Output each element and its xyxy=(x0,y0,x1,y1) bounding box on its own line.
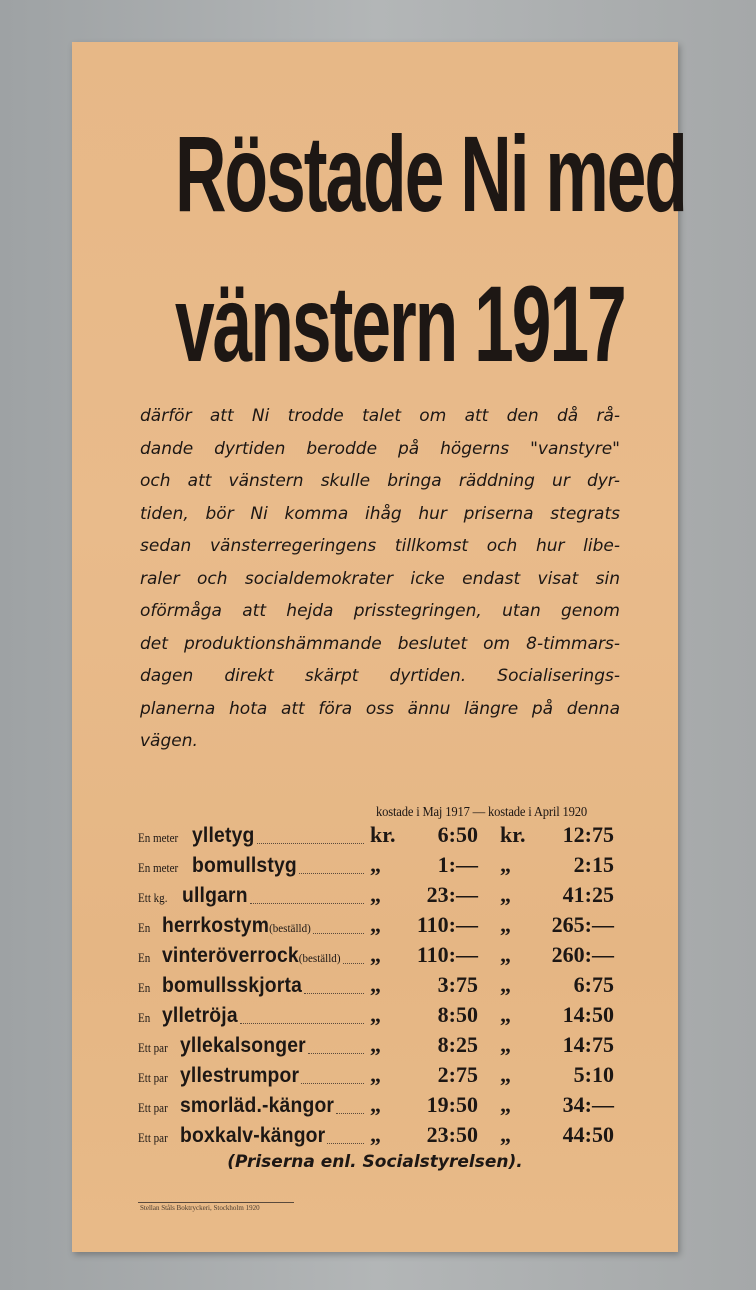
currency-1920: „ xyxy=(500,882,511,907)
row-item-text: yllekalsonger xyxy=(180,1034,306,1057)
price-1920: 14:75 xyxy=(562,1032,614,1057)
price-1920: 260:— xyxy=(551,942,614,967)
body-line: sedan vänsterregeringens tillkomst och hur libe- xyxy=(140,536,620,556)
currency-1917: „ xyxy=(370,1032,381,1057)
price-1917: 23:50 xyxy=(426,1122,478,1147)
row-item-text: ullgarn xyxy=(182,884,248,907)
row-item-name xyxy=(162,944,341,968)
row-quantity: En meter xyxy=(138,860,179,875)
election-poster xyxy=(72,42,686,1252)
price-1920: 34:— xyxy=(562,1092,614,1117)
row-leader-dots xyxy=(250,903,364,904)
price-row xyxy=(138,822,628,852)
body-line: vägen. xyxy=(140,731,198,751)
row-quantity: Ett par xyxy=(138,1040,168,1055)
price-row xyxy=(138,1002,628,1032)
body-line: planerna hota att föra oss ännu längre på denna xyxy=(140,698,620,719)
currency-1920: „ xyxy=(500,1032,511,1057)
row-item-name xyxy=(180,1034,306,1058)
currency-1917: kr. xyxy=(370,822,396,847)
row-item-name xyxy=(180,1064,299,1088)
row-item-name xyxy=(192,854,297,878)
currency-1917: „ xyxy=(370,852,381,877)
price-1920: 2:15 xyxy=(573,852,614,877)
row-item-text: herrkostym xyxy=(162,914,270,937)
row-item-note: (beställd) xyxy=(269,921,311,935)
body-line: oförmåga att hejda prisstegringen, utan genom xyxy=(140,601,620,621)
row-leader-dots xyxy=(257,843,364,844)
price-1917: 110:— xyxy=(416,942,478,967)
price-1920: 44:50 xyxy=(562,1122,614,1147)
currency-1917: „ xyxy=(370,972,381,997)
currency-1920: kr. xyxy=(500,822,526,847)
row-item-name xyxy=(180,1094,334,1118)
row-item-note: (beställd) xyxy=(298,951,341,965)
row-item-name xyxy=(180,1124,325,1148)
currency-1917: „ xyxy=(370,1002,381,1027)
currency-1920: „ xyxy=(500,1092,511,1117)
currency-1917: „ xyxy=(370,942,381,967)
body-line: dagen direkt skärpt dyrtiden. Socialiserings- xyxy=(140,666,620,686)
row-item-text: boxkalv-kängor xyxy=(180,1124,326,1147)
price-row xyxy=(138,852,628,882)
row-item-text: smorläd.-kängor xyxy=(180,1094,335,1117)
price-1917: 23:— xyxy=(426,882,478,907)
price-row xyxy=(138,972,628,1002)
headline-line-2: vänstern 1917 xyxy=(175,263,625,384)
row-leader-dots xyxy=(304,993,364,994)
currency-1917: „ xyxy=(370,1122,381,1147)
row-quantity: Ett kg. xyxy=(138,890,168,905)
currency-1920: „ xyxy=(500,942,511,967)
price-1920: 12:75 xyxy=(562,822,614,847)
row-quantity: En xyxy=(138,1010,151,1025)
price-1917: 1:— xyxy=(437,852,478,877)
imprint-rule xyxy=(138,1202,294,1203)
row-item-name xyxy=(162,1004,238,1028)
printer-imprint: Stellan Ståls Boktryckeri, Stockholm 1920 xyxy=(140,1204,260,1212)
body-paragraph xyxy=(140,400,620,758)
body-line: det produktionshämmande beslutet om 8-timmars- xyxy=(140,633,620,654)
currency-1920: „ xyxy=(500,852,511,877)
price-1917: 6:50 xyxy=(437,822,478,847)
currency-1920: „ xyxy=(500,912,511,937)
source-note: (Priserna enl. Socialstyrelsen). xyxy=(227,1152,523,1172)
price-1917: 2:75 xyxy=(437,1062,478,1087)
row-item-name xyxy=(192,824,255,848)
body-line: raler och socialdemokrater icke endast visat sin xyxy=(140,568,620,589)
price-1920: 265:— xyxy=(551,912,614,937)
price-row xyxy=(138,912,628,942)
currency-1917: „ xyxy=(370,1062,381,1087)
row-item-text: vinteröverrock xyxy=(162,944,299,967)
row-quantity: En xyxy=(138,980,151,995)
price-1917: 19:50 xyxy=(426,1092,478,1117)
body-line: därför att Ni trodde talet om att den då rå- xyxy=(140,406,620,426)
currency-1917: „ xyxy=(370,882,381,907)
currency-1917: „ xyxy=(370,912,381,937)
price-1920: 5:10 xyxy=(573,1062,614,1087)
row-leader-dots xyxy=(336,1113,364,1114)
price-row xyxy=(138,1062,628,1092)
price-table xyxy=(138,822,628,1152)
row-quantity: Ett par xyxy=(138,1130,168,1145)
price-1917: 110:— xyxy=(416,912,478,937)
row-quantity: En xyxy=(138,920,151,935)
row-leader-dots xyxy=(308,1053,364,1054)
row-item-text: bomullstyg xyxy=(192,854,297,877)
row-leader-dots xyxy=(301,1083,364,1084)
price-row xyxy=(138,942,628,972)
row-quantity: En xyxy=(138,950,151,965)
row-item-text: yllestrumpor xyxy=(180,1064,300,1087)
currency-1920: „ xyxy=(500,972,511,997)
body-line: dande dyrtiden berodde på högerns "vanstyre" xyxy=(140,438,620,459)
row-quantity: Ett par xyxy=(138,1100,168,1115)
row-item-name xyxy=(162,974,302,998)
row-leader-dots xyxy=(240,1023,364,1024)
row-item-text: bomullsskjorta xyxy=(162,974,302,997)
currency-1917: „ xyxy=(370,1092,381,1117)
price-1917: 8:25 xyxy=(437,1032,478,1057)
price-1920: 41:25 xyxy=(562,882,614,907)
price-row xyxy=(138,1032,628,1062)
row-leader-dots xyxy=(299,873,364,874)
row-item-text: ylletröja xyxy=(162,1004,238,1027)
row-leader-dots xyxy=(313,933,364,934)
currency-1920: „ xyxy=(500,1002,511,1027)
price-1920: 14:50 xyxy=(562,1002,614,1027)
row-quantity: Ett par xyxy=(138,1070,168,1085)
row-leader-dots xyxy=(343,963,364,964)
row-item-name xyxy=(162,914,311,938)
price-1917: 3:75 xyxy=(437,972,478,997)
currency-1920: „ xyxy=(500,1122,511,1147)
price-1917: 8:50 xyxy=(437,1002,478,1027)
price-row xyxy=(138,882,628,912)
row-item-name xyxy=(182,884,248,908)
price-1920: 6:75 xyxy=(573,972,614,997)
row-item-text: ylletyg xyxy=(192,824,255,847)
headline-line-1: Röstade Ni med xyxy=(175,113,686,234)
body-line: och att vänstern skulle bringa räddning ur dyr- xyxy=(140,471,620,491)
row-quantity: En meter xyxy=(138,830,179,845)
row-leader-dots xyxy=(327,1143,364,1144)
body-line: tiden, bör Ni komma ihåg hur priserna stegrats xyxy=(140,503,620,524)
price-table-header: kostade i Maj 1917 — kostade i April 1920 xyxy=(376,805,588,820)
price-row xyxy=(138,1092,628,1122)
currency-1920: „ xyxy=(500,1062,511,1087)
price-row xyxy=(138,1122,628,1152)
